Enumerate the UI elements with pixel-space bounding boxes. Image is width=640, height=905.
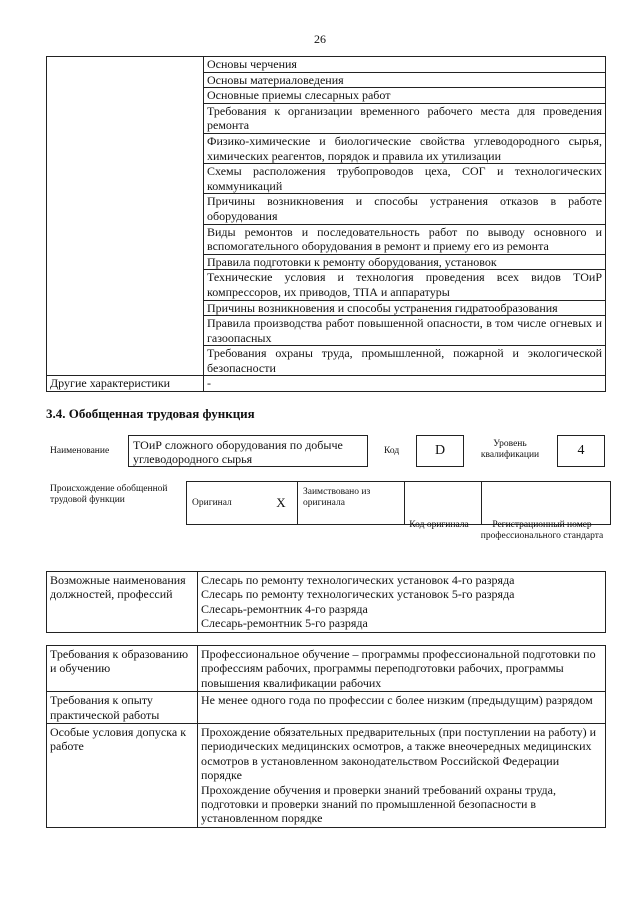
knowledge-item: Требования к организации временного рабочего места для проведения ремонта [204,103,606,133]
table-row [47,346,606,376]
table-row [47,88,606,104]
requirement-value [198,692,606,724]
knowledge-table [46,56,606,392]
positions-table [46,571,606,633]
table-row [47,194,606,224]
other-characteristics-label: Другие характеристики [47,376,204,392]
position-item: Слесарь-ремонтник 4-го разряда [201,601,368,616]
knowledge-item: Причины возникновения и способы устранения гидратообразования [204,300,606,316]
borrowed-label: Заимствовано из оригинала [298,482,405,525]
function-code-value: D [416,435,464,467]
table-row [47,103,606,133]
positions-label: Возможные наименования должностей, профессий [47,572,198,633]
knowledge-item: Правила производства работ повышенной опасности, в том числе огневых и газоопасных [204,316,606,346]
knowledge-item: Правила подготовки к ремонту оборудования, установок [204,254,606,270]
requirement-label: Особые условия допуска к работе [47,724,198,828]
qualification-level-label: Уровень квалификации [480,439,540,460]
knowledge-item: Основные приемы слесарных работ [204,88,606,104]
position-item: Слесарь по ремонту технологических установок 4-го разряда [201,573,515,587]
function-name-value: ТОиР сложного оборудования по добыче углеводородного сырья [128,435,368,467]
requirement-item: Не менее одного года по профессии с более низким (предыдущим) разрядом [201,693,593,708]
knowledge-item: Требования охраны труда, промышленной, пожарной и экологической безопасности [204,346,606,376]
code-original-cell [405,482,482,525]
qualification-level-value: 4 [557,435,605,467]
table-row-other-characteristics [47,376,606,392]
knowledge-label-cell [47,194,204,224]
knowledge-label-cell [47,254,204,270]
table-row [47,57,606,73]
knowledge-label-cell [47,300,204,316]
table-row [47,692,606,724]
position-item: Слесарь-ремонтник 5-го разряда [201,616,368,631]
requirement-label: Требования к опыту практической работы [47,692,198,724]
table-row [47,133,606,163]
knowledge-label-cell [47,164,204,194]
reg-number-label: Регистрационный номер профессионального стандарта [480,520,604,541]
knowledge-item: Технические условия и технология проведения всех видов ТОиР компрессоров, их приводов, ТПА и аппаратуры [204,270,606,300]
table-row-positions [47,572,606,633]
knowledge-item: Схемы расположения трубопроводов цеха, СОГ и технологических коммуникаций [204,164,606,194]
knowledge-item: Физико-химические и биологические свойства углеводородного сырья, химических реагентов, порядок и правила их утилизации [204,133,606,163]
table-row [47,164,606,194]
knowledge-item: Виды ремонтов и последовательность работ по выводу основного и вспомогательного оборудования в ремонт и приему его из ремонта [204,224,606,254]
requirement-item: Прохождение обязательных предварительных (при поступлении на работу) и периодических медицинских осмотров, а также внеочередных медицинских осмотров в установленном законодательством Российской Федерации порядке [201,725,597,783]
table-row [47,72,606,88]
table-row [47,316,606,346]
requirement-item: Прохождение обучения и проверки знаний требований охраны труда, подготовки и проверки знаний по промышленной безопасности в установленном порядке [201,782,556,826]
knowledge-label-cell [47,346,204,376]
table-row [47,254,606,270]
section-heading: 3.4. Обобщенная трудовая функция [46,406,255,421]
knowledge-label-cell [47,88,204,104]
knowledge-item: Основы черчения [204,57,606,73]
function-code-label: Код [384,446,400,456]
original-mark: X [265,482,298,525]
requirement-item: Профессиональное обучение – программы профессиональной подготовки по профессиям рабочих, программы переподготовки рабочих, программы повышения квалификации рабочих [201,647,596,690]
page-number: 26 [314,32,326,46]
requirement-value [198,724,606,828]
knowledge-label-cell [47,103,204,133]
origin-table [186,481,611,525]
table-row [47,300,606,316]
origin-label: Происхождение обобщенной трудовой функции [50,484,168,505]
original-label: Оригинал [187,482,266,525]
code-original-label: Код оригинала [409,520,469,530]
knowledge-label-cell [47,57,204,73]
requirement-label: Требования к образованию и обучению [47,646,198,692]
requirement-value [198,646,606,692]
function-name-label: Наименование [50,446,110,456]
position-item: Слесарь по ремонту технологических установок 5-го разряда [201,587,515,602]
knowledge-label-cell [47,72,204,88]
knowledge-item: Основы материаловедения [204,72,606,88]
reg-number-cell [482,482,611,525]
requirements-table [46,645,606,828]
table-row [47,646,606,692]
knowledge-label-cell [47,270,204,300]
positions-values [198,572,606,633]
table-row [47,224,606,254]
table-row [47,270,606,300]
knowledge-label-cell [47,133,204,163]
other-characteristics-value: - [204,376,606,392]
knowledge-label-cell [47,316,204,346]
knowledge-label-cell [47,224,204,254]
knowledge-item: Причины возникновения и способы устранения отказов в работе оборудования [204,194,606,224]
table-row [47,724,606,828]
